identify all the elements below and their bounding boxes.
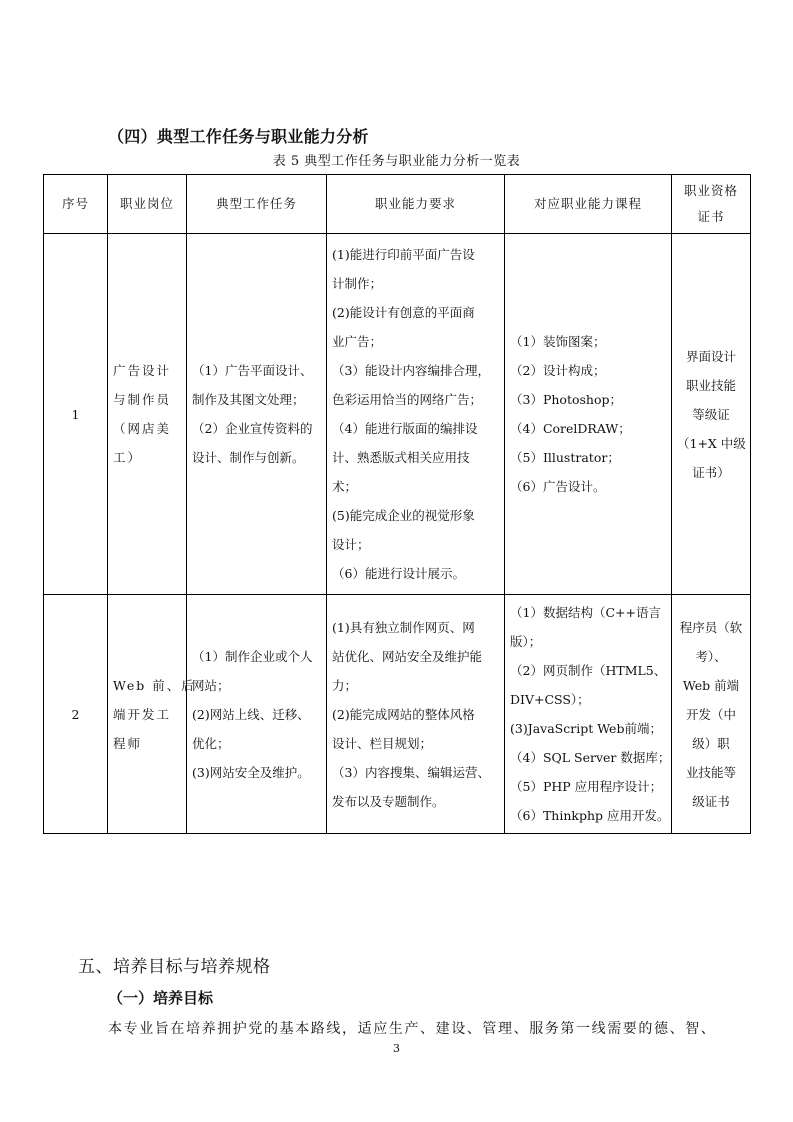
ability-line: 计制作；	[332, 276, 383, 291]
task-ability-table	[43, 174, 751, 834]
position-line: 与制作员	[113, 392, 172, 407]
course-line: （1）数据结构（C++语言	[510, 605, 661, 620]
course-line: （6）广告设计。	[510, 479, 606, 494]
position-line: 端开发工	[113, 706, 172, 722]
certificate-line: 程序员（软	[679, 619, 743, 635]
task-line: 优化；	[192, 735, 230, 751]
ability-line: 设计、栏目规划；	[332, 735, 433, 751]
position-line: 程师	[113, 735, 143, 751]
ability-line: 计、熟悉版式相关应用技	[332, 450, 470, 465]
header-cell-no: 序号	[44, 175, 108, 234]
cell-abilities	[327, 234, 505, 595]
subsection-heading-training-goal: （一）培养目标	[108, 989, 214, 1007]
certificate-line: 考）、	[695, 648, 727, 664]
header-cell-abilities: 职业能力要求	[327, 175, 505, 234]
cell-position	[108, 234, 187, 595]
course-line: (3)JavaScript Web前端；	[510, 721, 662, 736]
cell-no: 2	[44, 595, 108, 834]
task-line: （1）制作企业或个人	[192, 648, 313, 664]
cell-certificate	[672, 234, 751, 595]
header-cell-position: 职业岗位	[108, 175, 187, 234]
table-row	[44, 595, 751, 834]
cell-tasks	[187, 234, 327, 595]
course-line: （1）装饰图案；	[510, 334, 606, 349]
certificate-line: 界面设计	[685, 348, 736, 364]
position-line: 工）	[113, 450, 143, 465]
task-line: 制作及其图文处理；	[192, 392, 305, 407]
cell-courses	[505, 234, 672, 595]
course-line: 版）；	[510, 634, 542, 649]
ability-line: （6）能进行设计展示。	[332, 566, 465, 581]
certificate-line: 开发（中	[685, 706, 736, 722]
table-header-row	[44, 175, 751, 234]
task-line: (3)网站安全及维护。	[192, 764, 310, 780]
position-line: （网店美	[113, 421, 172, 436]
body-paragraph: 本专业旨在培养拥护党的基本路线，适应生产、建设、管理、服务第一线需要的德、智、	[108, 1021, 717, 1037]
course-line: （3）Photoshop；	[510, 392, 622, 407]
task-line: （1）广告平面设计、	[192, 363, 313, 378]
task-line: （2）企业宣传资料的	[192, 421, 313, 436]
cell-courses	[505, 595, 672, 834]
course-line: （2）设计构成；	[510, 363, 606, 378]
cell-no: 1	[44, 234, 108, 595]
position-line: 广告设计	[113, 363, 172, 378]
table-row	[44, 234, 751, 595]
certificate-line: 级证书	[692, 793, 730, 809]
section-heading-training-goals: 五、培养目标与培养规格	[78, 957, 271, 977]
ability-line: 站优化、网站安全及维护能	[332, 648, 483, 664]
course-line: （5）Illustrator；	[510, 450, 620, 465]
header-cell-courses: 对应职业能力课程	[505, 175, 672, 234]
ability-line: 力；	[332, 677, 358, 693]
course-line: （4）CorelDRAW；	[510, 421, 631, 436]
course-line: （2）网页制作（HTML5、	[510, 663, 667, 678]
table-caption: 表 5 典型工作任务与职业能力分析一览表	[272, 154, 521, 169]
certificate-line: 职业技能	[685, 377, 736, 393]
ability-line: （3）内容搜集、编辑运营、	[332, 764, 490, 780]
header-cell-certificate	[672, 175, 751, 234]
ability-line: (2)能完成网站的整体风格	[332, 706, 475, 722]
header-certificate-text: 职业资格证书	[683, 183, 738, 224]
task-line: (2)网站上线、迁移、	[192, 706, 310, 722]
cell-certificate	[672, 595, 751, 834]
certificate-line: Web 前端	[682, 677, 740, 693]
ability-line: （3）能设计内容编排合理，	[332, 363, 490, 378]
ability-line: 色彩运用恰当的网络广告；	[332, 392, 483, 407]
page-number: 3	[393, 1042, 400, 1055]
header-cell-tasks: 典型工作任务	[187, 175, 327, 234]
task-line: 网站；	[192, 677, 230, 693]
course-line: （5）PHP 应用程序设计；	[510, 779, 663, 794]
certificate-line: （1+X 中级	[677, 435, 746, 451]
task-line: 设计、制作与创新。	[192, 450, 305, 465]
cell-tasks	[187, 595, 327, 834]
course-line: （6）Thinkphp 应用开发。	[510, 808, 670, 823]
course-line: （4）SQL Server 数据库；	[510, 750, 671, 765]
section-heading-typical-tasks: （四）典型工作任务与职业能力分析	[108, 127, 369, 146]
cell-abilities	[327, 595, 505, 834]
ability-line: (1)能进行印前平面广告设	[332, 247, 475, 262]
course-line: DIV+CSS）；	[510, 692, 590, 707]
cell-position	[108, 595, 196, 834]
ability-line: (5)能完成企业的视觉形象	[332, 508, 475, 523]
ability-line: (2)能设计有创意的平面商	[332, 305, 475, 320]
ability-line: 发布以及专题制作。	[332, 793, 445, 809]
ability-line: 术；	[332, 479, 358, 494]
ability-line: 设计；	[332, 537, 370, 552]
ability-line: （4）能进行版面的编排设	[332, 421, 478, 436]
position-line: Web 前、后	[113, 677, 196, 693]
certificate-line: 业技能等	[685, 764, 736, 780]
certificate-line: 证书）	[692, 464, 730, 480]
ability-line: (1)具有独立制作网页、网	[332, 619, 475, 635]
certificate-line: 级）职	[692, 735, 730, 751]
ability-line: 业广告；	[332, 334, 383, 349]
certificate-line: 等级证	[692, 406, 730, 422]
